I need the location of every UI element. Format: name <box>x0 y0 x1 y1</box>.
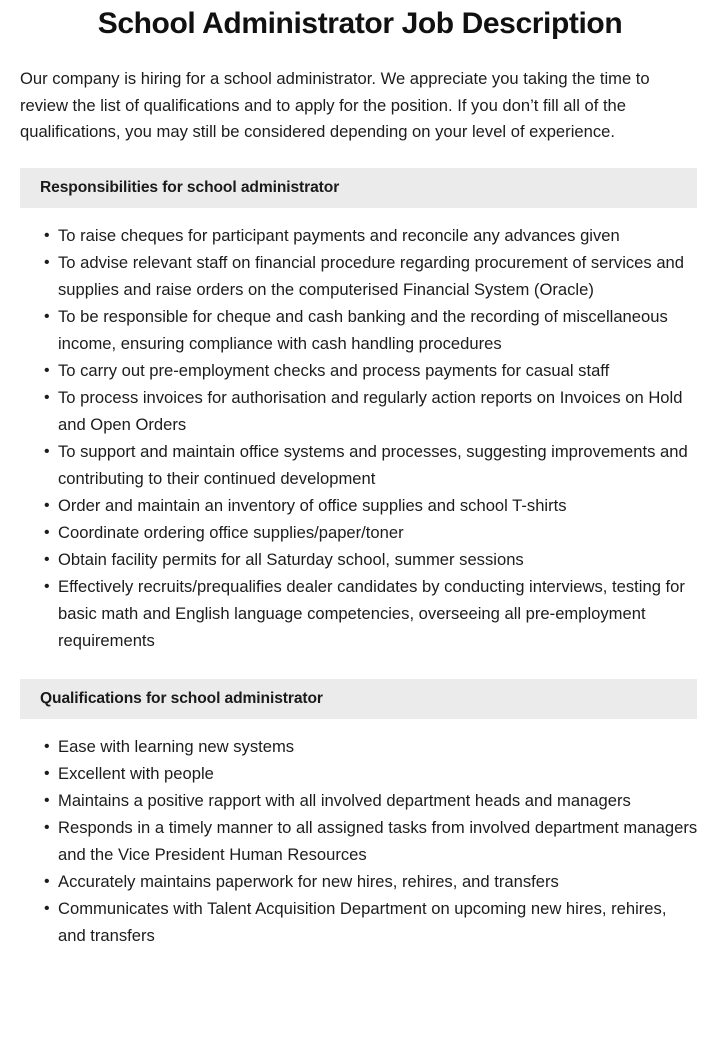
bullet-icon: • <box>44 791 50 809</box>
bullet-icon: • <box>44 872 50 890</box>
list-item-text: Obtain facility permits for all Saturday school, summer sessions <box>58 549 524 569</box>
list-item-text: Ease with learning new systems <box>58 736 295 756</box>
list-item <box>44 249 698 303</box>
list-item <box>44 222 698 249</box>
list-item <box>44 303 698 357</box>
list-item <box>44 733 698 760</box>
section-qualifications <box>0 679 720 949</box>
list-item-text: Excellent with people <box>58 763 214 783</box>
list-item-text: To support and maintain office systems and processes, suggesting improvements and contributing to their continued development <box>58 441 688 488</box>
section-header-bar-qualifications <box>20 679 697 719</box>
section-header-bar-responsibilities <box>20 168 697 208</box>
list-item-text: To process invoices for authorisation and regularly action reports on Invoices on Hold and Open Orders <box>58 387 683 434</box>
bullet-icon: • <box>44 523 50 541</box>
bullet-icon: • <box>44 496 50 514</box>
bullet-icon: • <box>44 764 50 782</box>
bullet-icon: • <box>44 253 50 271</box>
bullet-icon: • <box>44 899 50 917</box>
qualifications-list <box>0 719 720 949</box>
list-item <box>44 573 698 654</box>
list-item <box>44 814 698 868</box>
section-heading-qualifications: Qualifications for school administrator <box>40 689 323 707</box>
bullet-icon: • <box>44 737 50 755</box>
bullet-icon: • <box>44 577 50 595</box>
list-item-text: To advise relevant staff on financial procedure regarding procurement of services and supplies and raise orders on the computerised Financial System (Oracle) <box>58 252 685 299</box>
bullet-icon: • <box>44 818 50 836</box>
page-title: School Administrator Job Description <box>97 7 623 40</box>
list-item <box>44 895 698 949</box>
bullet-icon: • <box>44 307 50 325</box>
list-item <box>44 546 698 573</box>
section-heading-responsibilities: Responsibilities for school administrator <box>40 178 340 196</box>
list-item <box>44 438 698 492</box>
section-responsibilities <box>0 168 720 654</box>
list-item <box>44 519 698 546</box>
bullet-icon: • <box>44 361 50 379</box>
bullet-icon: • <box>44 388 50 406</box>
list-item-text: To raise cheques for participant payments and reconcile any advances given <box>58 225 620 245</box>
bullet-icon: • <box>44 226 50 244</box>
list-item <box>44 760 698 787</box>
list-item <box>44 787 698 814</box>
list-item-text: To carry out pre-employment checks and process payments for casual staff <box>58 360 610 380</box>
responsibilities-list <box>0 208 720 654</box>
intro-paragraph: Our company is hiring for a school administrator. We appreciate you taking the time to review the list of qualifications and to apply for the position. If you don’t fill all of the qualifications, you may still be considered depending on your level of experience. <box>20 69 650 142</box>
list-item-text: To be responsible for cheque and cash banking and the recording of miscellaneous income, ensuring compliance with cash handling procedures <box>58 306 668 353</box>
list-item-text: Responds in a timely manner to all assigned tasks from involved department managers and the Vice President Human Resources <box>58 817 698 864</box>
list-item-text: Effectively recruits/prequalifies dealer candidates by conducting interviews, testing for basic math and English language competencies, overseeing all pre-employment requirements <box>58 576 685 650</box>
list-item-text: Accurately maintains paperwork for new hires, rehires, and transfers <box>58 871 559 891</box>
list-item-text: Coordinate ordering office supplies/paper/toner <box>58 522 404 542</box>
list-item <box>44 492 698 519</box>
list-item <box>44 384 698 438</box>
list-item <box>44 357 698 384</box>
list-item <box>44 868 698 895</box>
list-item-text: Order and maintain an inventory of office supplies and school T-shirts <box>58 495 567 515</box>
list-item-text: Maintains a positive rapport with all involved department heads and managers <box>58 790 631 810</box>
list-item-text: Communicates with Talent Acquisition Department on upcoming new hires, rehires, and transfers <box>58 898 667 945</box>
bullet-icon: • <box>44 442 50 460</box>
bullet-icon: • <box>44 550 50 568</box>
